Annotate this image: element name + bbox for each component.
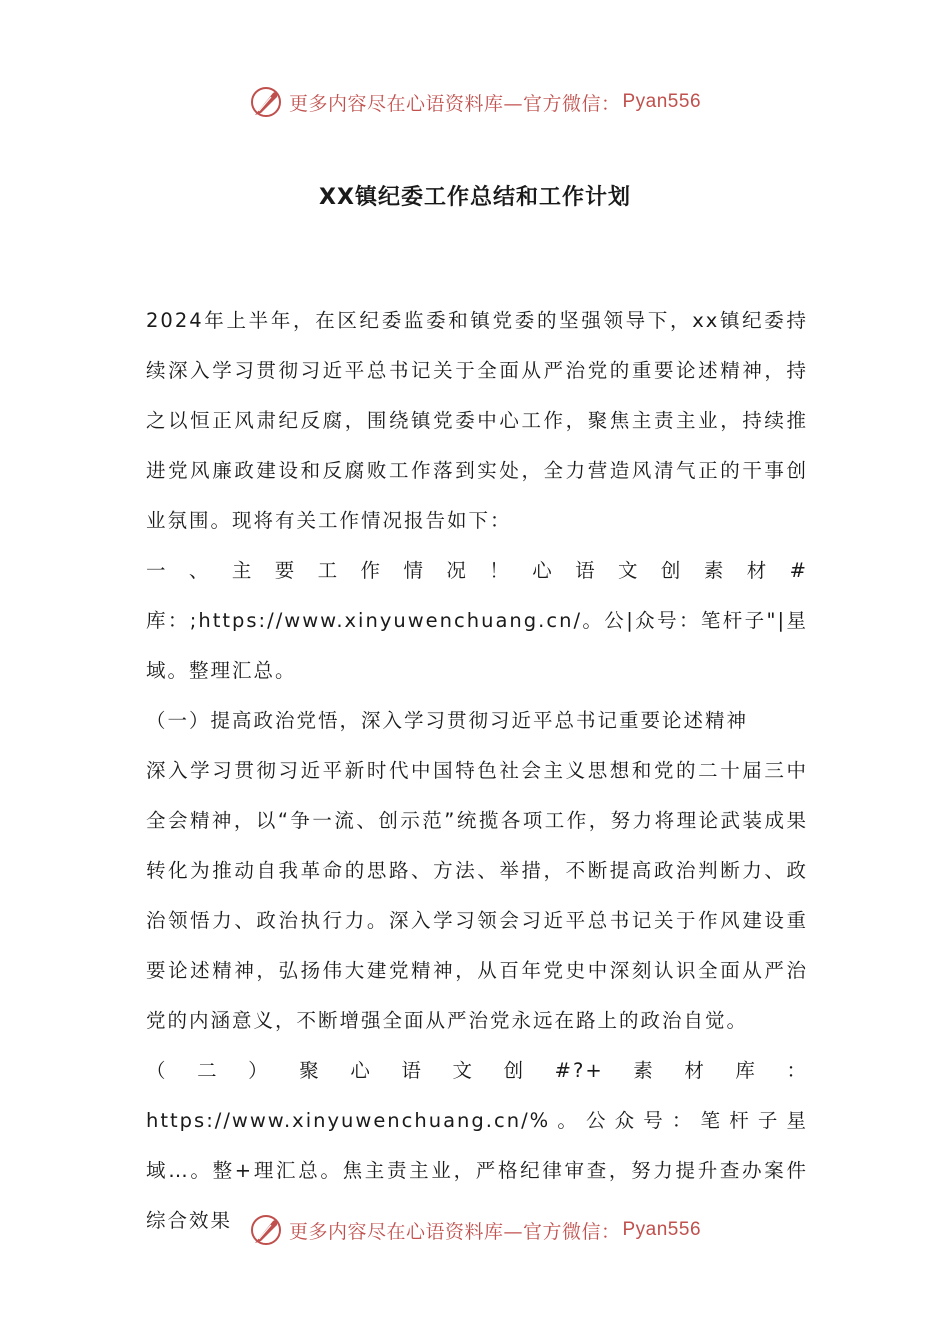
- footer-watermark: [0, 1210, 950, 1250]
- watermark-wechat-id: Pyan556: [622, 91, 702, 112]
- watermark-text: 更多内容尽在心语资料库—官方微信：: [288, 1220, 621, 1243]
- quill-pen-logo-icon: [249, 1213, 283, 1247]
- subsection-heading-2: （二）聚心语文创#?+素材库：https://www.xinyuwenchuang.cn/%。公众号：笔杆子星域…。整+理汇总。焦主责主业，严格纪律审查，努力提升查办案件综合效果: [146, 1059, 808, 1232]
- quill-pen-logo-icon: [249, 85, 283, 119]
- subsection-heading-1: （一）提高政治党悟，深入学习贯彻习近平总书记重要论述精神: [146, 709, 749, 732]
- watermark-wechat-id: Pyan556: [622, 1219, 702, 1240]
- section-heading-1: 一、主要工作情况！心语文创素材#库：;https://www.xinyuwenchuang.cn/。公|众号：笔杆子"|星域。整理汇总。: [146, 559, 808, 682]
- document-body: [146, 296, 808, 1246]
- document-title: XX镇纪委工作总结和工作计划: [319, 185, 631, 210]
- header-watermark: [0, 82, 950, 122]
- watermark-text: 更多内容尽在心语资料库—官方微信：: [288, 92, 621, 115]
- intro-paragraph: 2024年上半年，在区纪委监委和镇党委的坚强领导下，xx镇纪委持续深入学习贯彻习近平总书记关于全面从严治党的重要论述精神，持之以恒正风肃纪反腐，围绕镇党委中心工作，聚焦主责主业，持续推进党风廉政建设和反腐败工作落到实处，全力营造风清气正的干事创业氛围。现将有关工作情况报告如下：: [146, 309, 808, 532]
- body-paragraph: 深入学习贯彻习近平新时代中国特色社会主义思想和党的二十届三中全会精神，以“争一流、创示范”统揽各项工作，努力将理论武装成果转化为推动自我革命的思路、方法、举措，不断提高政治判断力、政治领悟力、政治执行力。深入学习领会习近平总书记关于作风建设重要论述精神，弘扬伟大建党精神，从百年党史中深刻认识全面从严治党的内涵意义，不断增强全面从严治党永远在路上的政治自觉。: [146, 759, 808, 1032]
